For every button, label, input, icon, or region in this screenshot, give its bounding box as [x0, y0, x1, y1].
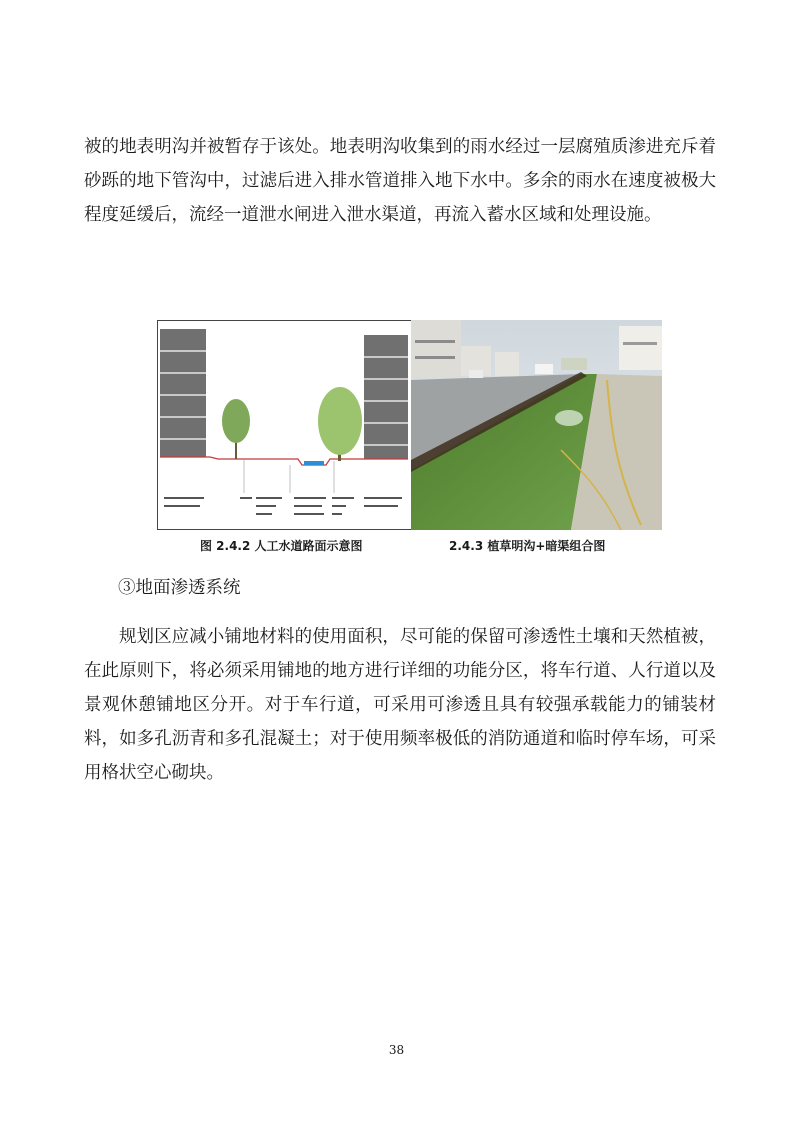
left-tree-canopy	[222, 399, 250, 443]
right-building	[364, 335, 408, 459]
photo-house-right	[619, 326, 662, 370]
section-heading: ③地面渗透系统	[118, 578, 241, 598]
photo-house-left	[411, 320, 461, 378]
grass-swale-photo-svg	[411, 320, 662, 530]
figure-caption-right: 2.4.3 植草明沟+暗渠组合图	[449, 539, 606, 553]
grass-swale-photo	[411, 320, 662, 530]
artificial-channel-section-diagram	[157, 320, 412, 530]
figure-row	[157, 320, 662, 530]
left-building	[160, 329, 206, 457]
photo-car	[535, 364, 553, 374]
willow-canopy	[318, 387, 362, 455]
paragraph-ground-infiltration: 规划区应减小铺地材料的使用面积，尽可能的保留可渗透性土壤和天然植被，在此原则下，将必须采用铺地的地方进行详细的功能分区，将车行道、人行道以及景观休憩铺地区分开。对于车行道，可采用可渗透且具有较强承载能力的铺装材料，如多孔沥青和多孔混凝土；对于使用频率极低的消防通道和临时停车场，可采用格状空心砌块。	[84, 627, 716, 783]
section-diagram-svg	[158, 321, 411, 529]
water-channel	[304, 461, 324, 465]
figure-caption-left: 图 2.4.2 人工水道路面示意图	[200, 539, 363, 553]
page-number: 38	[388, 1043, 405, 1057]
paragraph-stormwater: 被的地表明沟并被暂存于该处。地表明沟收集到的雨水经过一层腐殖质渗进充斥着砂跞的地下管沟中，过滤后进入排水管道排入地下水中。多余的雨水在速度被极大程度延缓后，流经一道泄水闸进入泄水渠道，再流入蓄水区域和处理设施。	[84, 137, 716, 225]
